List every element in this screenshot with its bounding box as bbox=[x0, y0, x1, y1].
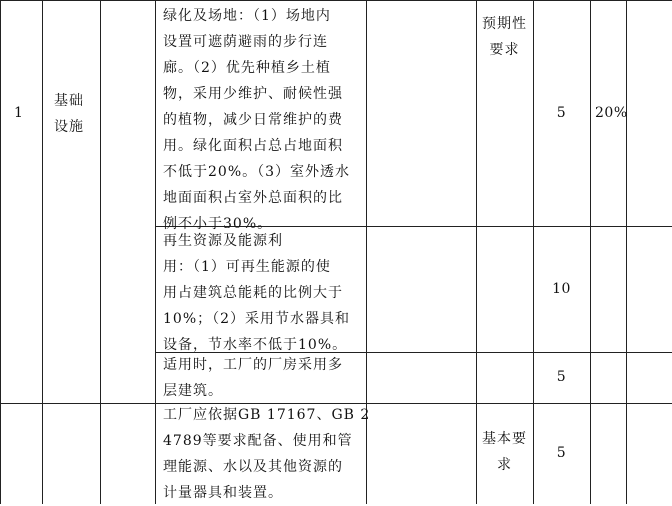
content-line: 物，采用少维护、耐候性强 bbox=[163, 86, 343, 102]
content-line: 用。绿化面积占总占地面积 bbox=[163, 138, 343, 154]
content-cell-row2 bbox=[163, 228, 350, 358]
content-line: 理能源、水以及其他资源的 bbox=[163, 459, 343, 475]
requirement-line: 要求 bbox=[489, 42, 520, 58]
content-cell-row1 bbox=[163, 3, 350, 237]
content-cell-row4 bbox=[163, 402, 370, 506]
content-line: 适用时，工厂的厂房采用多 bbox=[163, 357, 343, 373]
grid-line-col6 bbox=[533, 0, 534, 504]
grid-line-col8 bbox=[626, 0, 627, 504]
grid-line-col1 bbox=[42, 0, 43, 504]
content-line: 用占建筑总能耗的比例大于 bbox=[163, 285, 343, 301]
score-cell-row2: 10 bbox=[552, 281, 571, 297]
row-index: 1 bbox=[14, 105, 24, 121]
requirement-line: 基本要 bbox=[482, 431, 527, 447]
content-line: 的植物，减少日常维护的费 bbox=[163, 112, 343, 128]
content-line: 层建筑。 bbox=[163, 383, 223, 399]
requirement-line: 求 bbox=[497, 457, 512, 473]
content-line: 再生资源及能源利 bbox=[163, 233, 283, 249]
weight-cell: 20% bbox=[595, 105, 628, 121]
requirement-line: 预期性 bbox=[482, 16, 527, 32]
content-line: 设置可遮荫避雨的步行连 bbox=[163, 34, 328, 50]
grid-line-col3 bbox=[155, 0, 156, 504]
content-line: 绿化及场地：（1）场地内 bbox=[163, 8, 331, 24]
score-cell-row3: 5 bbox=[556, 369, 567, 385]
content-line: 10%；（2）采用节水器具和 bbox=[163, 311, 351, 327]
grid-line-col0 bbox=[0, 0, 1, 504]
grid-line-col2 bbox=[100, 0, 101, 504]
grid-line-col7 bbox=[590, 0, 591, 504]
content-line: 4789等要求配备、使用和管 bbox=[163, 433, 353, 449]
content-line: 用：（1）可再生能源的使 bbox=[163, 259, 331, 275]
score-cell-row1: 5 bbox=[556, 105, 567, 121]
content-line: 工厂应依据GB 17167、GB 2 bbox=[163, 407, 371, 423]
content-line: 不低于20%。（3）室外透水 bbox=[163, 164, 351, 180]
requirement-cell-row4 bbox=[476, 426, 533, 478]
content-line: 计量器具和装置。 bbox=[163, 485, 283, 501]
category-line: 设施 bbox=[54, 119, 84, 135]
content-line: 例不小于30%。 bbox=[163, 216, 273, 232]
score-cell-row4: 5 bbox=[556, 445, 567, 461]
category-line: 基础 bbox=[54, 93, 84, 109]
requirement-cell-row1 bbox=[476, 11, 533, 63]
content-line: 廊。（2）优先种植乡土植 bbox=[163, 60, 331, 76]
content-line: 地面面积占室外总面积的比 bbox=[163, 190, 343, 206]
category-cell bbox=[54, 88, 84, 140]
content-line: 设备，节水率不低于10%。 bbox=[163, 337, 348, 353]
content-cell-row3 bbox=[163, 352, 343, 404]
